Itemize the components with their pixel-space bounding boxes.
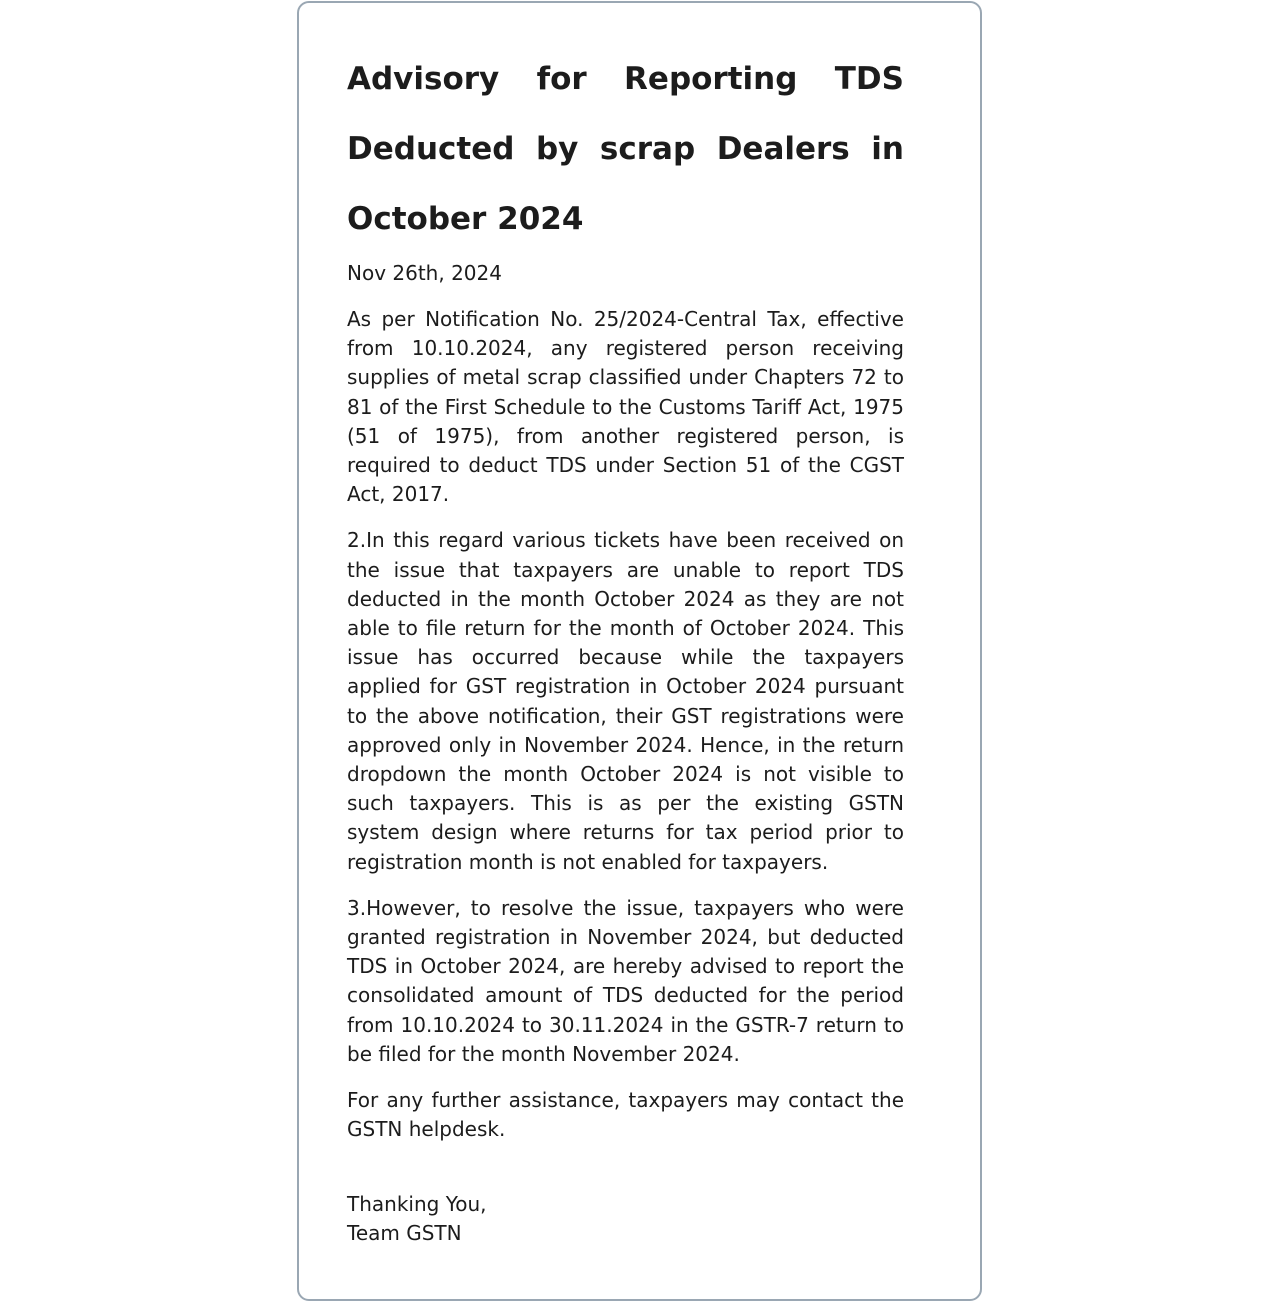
advisory-content [347, 44, 904, 1248]
signature-block [347, 1190, 904, 1248]
paragraph-assistance: For any further assistance, taxpayers may contact the GSTN helpdesk. [347, 1088, 904, 1142]
paragraph-notification: As per Notification No. 25/2024-Central Tax, effective from 10.10.2024, any registered person receiving supplies of metal scrap classified under Chapters 72 to 81 of the First Schedule to the Customs Tariff Act, 1975 (51 of 1975), from another registered person, is required to deduct TDS under Section 51 of the CGST Act, 2017. [347, 307, 904, 507]
paragraph-issue: 2.In this regard various tickets have been received on the issue that taxpayers are unable to report TDS deducted in the month October 2024 as they are not able to file return for the month of October 2024. This issue has occurred because while the taxpayers applied for GST registration in October 2024 pursuant to the above notification, their GST registrations were approved only in November 2024. Hence, in the return dropdown the month October 2024 is not visible to such taxpayers. This is as per the existing GSTN system design where returns for tax period prior to registration month is not enabled for taxpayers. [347, 528, 904, 874]
advisory-date: Nov 26th, 2024 [347, 261, 502, 285]
advisory-title: Advisory for Reporting TDS Deducted by scrap Dealers in October 2024 [347, 61, 904, 237]
paragraph-resolution: 3.However, to resolve the issue, taxpayers who were granted registration in November 2024, but deducted TDS in October 2024, are hereby advised to report the consolidated amount of TDS deducted for the period from 10.10.2024 to 30.11.2024 in the GSTR-7 return to be filed for the month November 2024. [347, 895, 904, 1066]
signature-line: Team GSTN [347, 1221, 462, 1246]
closing-line: Thanking You, [347, 1192, 487, 1217]
